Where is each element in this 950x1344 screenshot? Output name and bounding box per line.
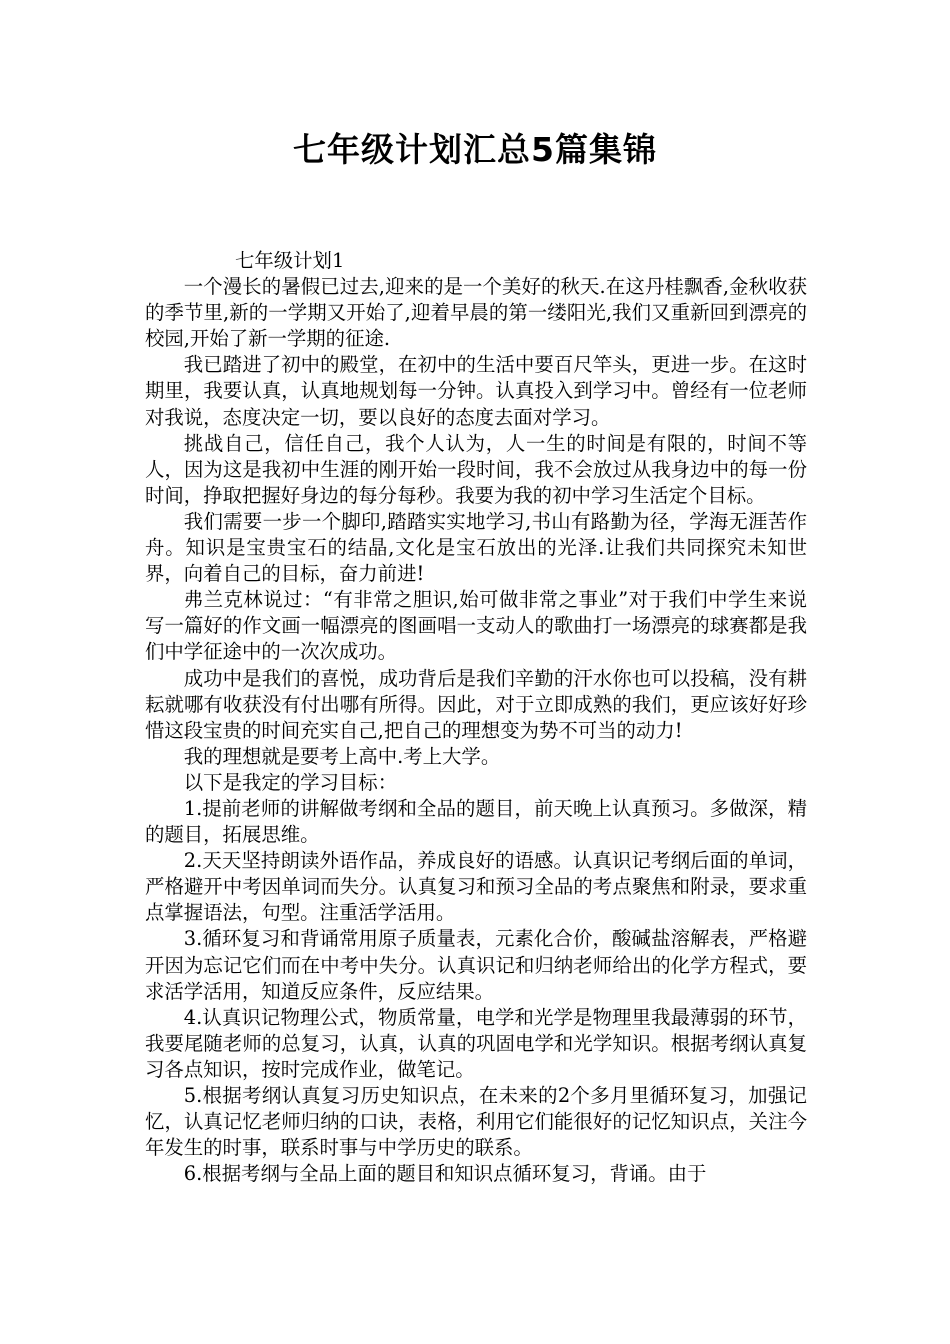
list-item: 3.循环复习和背诵常用原子质量表，元素化合价，酸碱盐溶解表，严格避开因为忘记它们而在中考中失分。认真识记和归纳老师给出的化学方程式，要求活学活用，知道反应条件，反应结果。 bbox=[145, 927, 807, 1003]
list-item: 1.提前老师的讲解做考纲和全品的题目，前天晚上认真预习。多做深，精的题目，拓展思维。 bbox=[145, 796, 807, 847]
list-item: 4.认真识记物理公式，物质常量，电学和光学是物理里我最薄弱的环节，我要尾随老师的总复习，认真，认真的巩固电学和光学知识。根据考纲认真复习各点知识，按时完成作业，做笔记。 bbox=[145, 1005, 807, 1081]
paragraph: 成功中是我们的喜悦，成功背后是我们辛勤的汗水你也可以投稿，没有耕耘就哪有收获没有付出哪有所得。因此，对于立即成熟的我们，更应该好好珍惜这段宝贵的时间充实自己,把自己的理想变为势不可当的动力! bbox=[145, 666, 807, 742]
document-title: 七年级计划汇总5篇集锦 bbox=[293, 130, 657, 169]
section-heading: 七年级计划1 bbox=[235, 249, 345, 272]
paragraph: 我的理想就是要考上高中.考上大学。 bbox=[183, 744, 501, 768]
paragraph: 一个漫长的暑假已过去,迎来的是一个美好的秋天.在这丹桂飘香,金秋收获的季节里,新的一学期又开始了,迎着早晨的第一缕阳光,我们又重新回到漂亮的校园,开始了新一学期的征途. bbox=[145, 275, 807, 351]
paragraph: 弗兰克林说过：“有非常之胆识,始可做非常之事业”对于我们中学生来说写一篇好的作文画一幅漂亮的图画唱一支动人的歌曲打一场漂亮的球赛都是我们中学征途中的一次次成功。 bbox=[145, 588, 807, 664]
list-item: 2.天天坚持朗读外语作品，养成良好的语感。认真识记考纲后面的单词，严格避开中考因单词而失分。认真复习和预习全品的考点聚焦和附录，要求重点掌握语法，句型。注重活学活用。 bbox=[145, 849, 807, 925]
document-body bbox=[145, 248, 807, 1187]
list-item: 5.根据考纲认真复习历史知识点，在未来的2个多月里循环复习，加强记忆，认真记忆老师归纳的口诀，表格，利用它们能很好的记忆知识点，关注今年发生的时事，联系时事与中学历史的联系。 bbox=[145, 1084, 807, 1160]
paragraph: 以下是我定的学习目标： bbox=[183, 770, 398, 794]
list-item: 6.根据考纲与全品上面的题目和知识点循环复习，背诵。由于 bbox=[183, 1162, 707, 1186]
paragraph: 我已踏进了初中的殿堂，在初中的生活中要百尺竿头，更进一步。在这时期里，我要认真，认真地规划每一分钟。认真投入到学习中。曾经有一位老师对我说，态度决定一切，要以良好的态度去面对学习。 bbox=[145, 353, 807, 429]
paragraph: 挑战自己，信任自己，我个人认为，人一生的时间是有限的，时间不等人，因为这是我初中生涯的刚开始一段时间，我不会放过从我身边中的每一份时间，挣取把握好身边的每分每秒。我要为我的初中学习生活定个目标。 bbox=[145, 431, 807, 507]
paragraph: 我们需要一步一个脚印,踏踏实实地学习,书山有路勤为径，学海无涯苦作舟。知识是宝贵宝石的结晶,文化是宝石放出的光泽.让我们共同探究未知世界，向着自己的目标，奋力前进! bbox=[145, 509, 807, 586]
